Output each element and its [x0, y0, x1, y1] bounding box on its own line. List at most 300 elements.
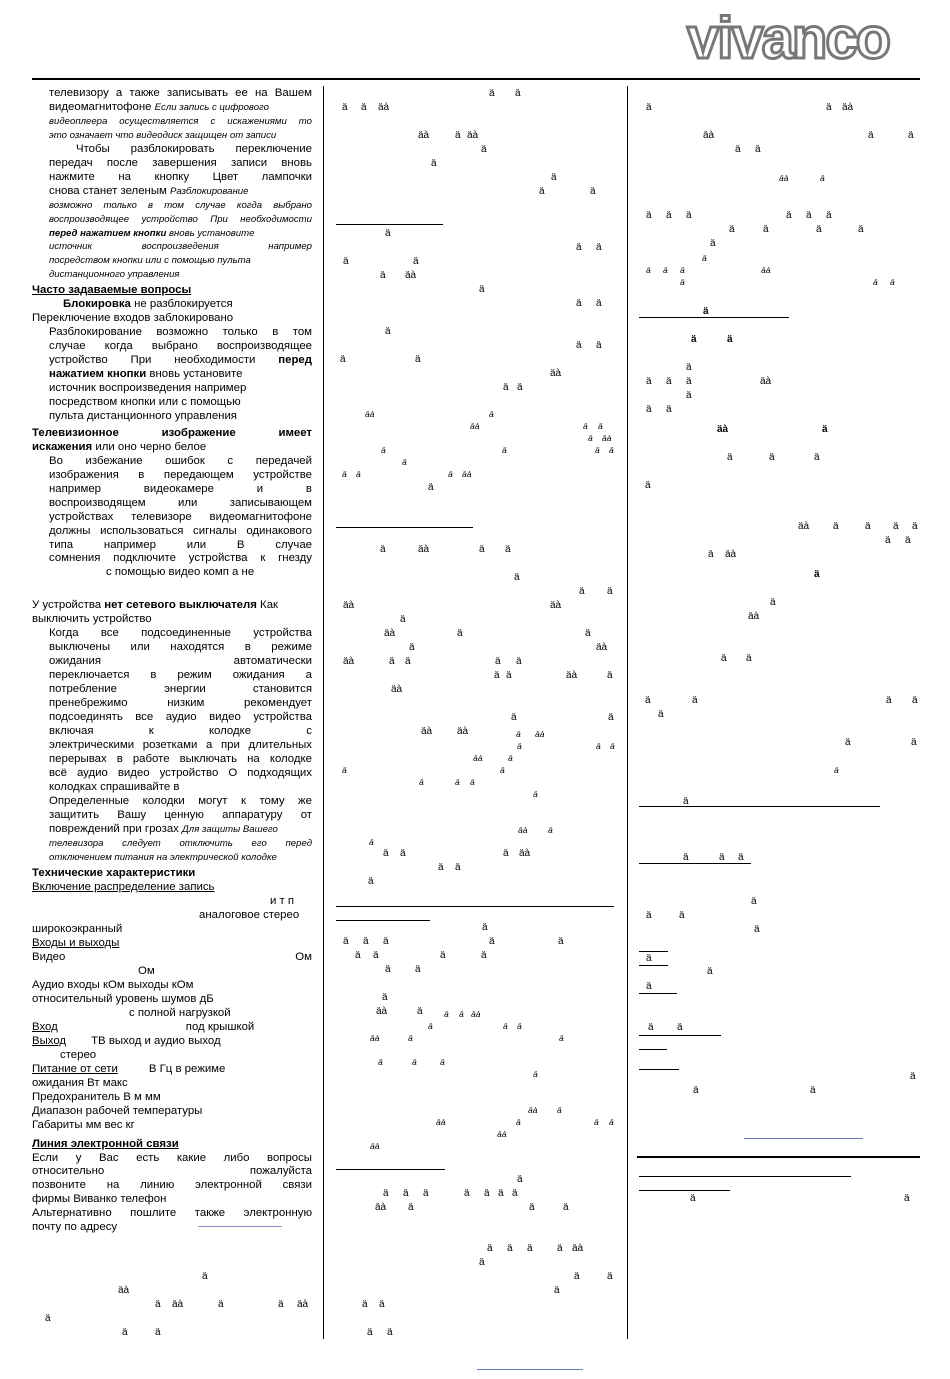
text-line: Чтобы разблокировать переключение [76, 142, 312, 155]
column-divider-2 [627, 86, 628, 1339]
glyph: ä [755, 144, 761, 155]
text-line: выключены или находятся в режиме [49, 641, 312, 654]
glyph: ä [380, 544, 386, 555]
glyph: ä [379, 1299, 385, 1310]
glyph: ä [517, 1021, 522, 1031]
glyph: ä [865, 521, 871, 532]
glyph: ä [559, 1033, 564, 1043]
glyph: ä [646, 981, 652, 992]
glyph: ä [588, 433, 593, 443]
glyph: ä [646, 910, 652, 921]
glyph: ä [763, 224, 769, 235]
text-line: Когда все подсоединенные устройства [49, 627, 312, 640]
glyph: ä [380, 270, 386, 281]
glyph: ä [343, 256, 349, 267]
glyph: ä [648, 1022, 654, 1033]
text-line: Аудио входы кОм выходы кОм [32, 979, 194, 992]
glyph: ä [533, 789, 538, 799]
glyph: ä [551, 172, 557, 183]
text-line: позвоните на линию электронной связи [32, 1179, 312, 1192]
column-1 [32, 87, 312, 1235]
glyph: ä [607, 1271, 613, 1282]
glyph: ä [402, 457, 407, 467]
glyph: ä [455, 862, 461, 873]
glyph: ä [489, 88, 495, 99]
glyph: äà [462, 469, 472, 479]
glyph: äà [550, 368, 562, 379]
glyph: ä [506, 670, 512, 681]
section-rule [639, 863, 751, 864]
glyph: äà [375, 1202, 387, 1213]
text-line: Диапазон рабочей температуры [32, 1104, 203, 1117]
glyph: äà [467, 130, 479, 141]
section-rule [639, 993, 677, 994]
text-line: перерывах в работе выключать на колодке [49, 752, 312, 765]
faq-question-2: Телевизионное изображение имеет [32, 426, 312, 439]
text-line: должны использоваться сигналы одинакового [49, 524, 312, 537]
glyph: ä [385, 326, 391, 337]
italic-line: это означает что видеодиск защищен от записи [49, 129, 277, 141]
text-line: ожидания Вт макс [32, 1076, 128, 1089]
glyph: äà [405, 270, 417, 281]
glyph: ä [356, 469, 361, 479]
italic-line: дистанционного управления [49, 269, 180, 281]
logo-text: vivanco [687, 6, 889, 70]
glyph: ä [498, 1188, 504, 1199]
glyph: ä [431, 158, 437, 169]
faq-question-2-end: искажения или оно черно белое [32, 440, 207, 453]
glyph: ä [646, 210, 652, 221]
italic-note: Если запись с цифрового [154, 101, 270, 113]
glyph: ä [607, 670, 613, 681]
glyph: ä [368, 876, 374, 887]
glyph: ä [576, 340, 582, 351]
glyph: ä [557, 1105, 562, 1115]
section-rule [639, 965, 668, 966]
text-line: почту по адресу [32, 1221, 118, 1234]
text-line: Альтернативно пошлите также электронную [32, 1207, 312, 1220]
glyph: ä [679, 910, 685, 921]
glyph: ä [423, 1188, 429, 1199]
text-line: с помощью видео комп а не [106, 566, 255, 579]
glyph: ä [428, 482, 434, 493]
glyph: äà [343, 656, 355, 667]
text-line: Определенные колодки могут к тому же [49, 794, 312, 807]
glyph: ä [610, 741, 615, 751]
glyph: äà [436, 1117, 446, 1127]
glyph: ä [596, 298, 602, 309]
text-line: повреждений при грозах Для защиты Вашего [49, 822, 278, 835]
glyph: ä [590, 186, 596, 197]
glyph: ä [677, 1022, 683, 1033]
glyph: ä [596, 340, 602, 351]
glyph: ä [646, 404, 652, 415]
glyph: ä [746, 653, 752, 664]
text-line: пульта дистанционного управления [49, 409, 237, 422]
glyph: ä [754, 924, 760, 935]
glyph: ä [202, 1271, 208, 1282]
italic-line: перед нажатием кнопки вновь установите [49, 227, 255, 239]
glyph: ä [557, 1243, 563, 1254]
glyph: ä [666, 376, 672, 387]
text-line: видеомагнитофоне Если запись с цифрового [49, 100, 270, 113]
glyph: ä [455, 130, 461, 141]
glyph: äà [761, 265, 771, 275]
glyph: ä [910, 1071, 916, 1082]
glyph: ä [383, 848, 389, 859]
glyph: äà [528, 1105, 538, 1115]
glyph: ä [608, 712, 614, 723]
glyph: ä [515, 88, 521, 99]
glyph: äà [725, 549, 737, 560]
glyph: ä [845, 737, 851, 748]
glyph: äà [118, 1285, 130, 1296]
section-rule-thick [637, 1156, 920, 1158]
text-line: нажатием кнопки вновь установите [49, 368, 243, 381]
glyph: äà [717, 424, 729, 435]
footer-link-underline[interactable] [477, 1369, 583, 1370]
text-line: посредством кнопки или с помощью [49, 395, 241, 408]
glyph: ä [400, 614, 406, 625]
glyph: äà [602, 433, 612, 443]
glyph: ä [494, 670, 500, 681]
glyph: ä [383, 1188, 389, 1199]
glyph: ä [448, 469, 453, 479]
tech-title: Технические характеристики [32, 867, 196, 880]
glyph: ä [912, 695, 918, 706]
glyph: ä [826, 210, 832, 221]
glyph: ä [517, 1174, 523, 1185]
glyph: ä [514, 572, 520, 583]
section-rule [639, 317, 789, 318]
text-line: устройство При необходимости перед [49, 354, 312, 367]
glyph: ä [646, 265, 651, 275]
italic-line: возможно только в том случае когда выбрано [49, 199, 312, 211]
glyph: ä [692, 695, 698, 706]
glyph: äà [297, 1299, 309, 1310]
text-line: фирмы Виванко телефон [32, 1193, 167, 1206]
glyph: äà [550, 600, 562, 611]
glyph: ä [609, 1117, 614, 1127]
glyph: ä [576, 298, 582, 309]
glyph: ä [558, 936, 564, 947]
glyph: ä [666, 210, 672, 221]
text-line: передач после завершения записи вновь [49, 156, 312, 169]
glyph: ä [342, 765, 347, 775]
text-line: переключается в режим ожидания а [49, 669, 312, 682]
text-line: источник воспроизведения например [49, 382, 247, 395]
glyph: ä [645, 480, 651, 491]
glyph: ä [373, 950, 379, 961]
text-line: включая к колодке с [49, 724, 312, 737]
glyph: äà [572, 1243, 584, 1254]
glyph: äà [473, 753, 483, 763]
glyph: ä [413, 256, 419, 267]
glyph: ä [908, 130, 914, 141]
glyph: äà [519, 848, 531, 859]
glyph: ä [342, 102, 348, 113]
glyph: ä [459, 1009, 464, 1019]
glyph: ä [786, 210, 792, 221]
glyph: ä [517, 741, 522, 751]
text-line: ожидания автоматически [49, 655, 312, 668]
glyph: ä [383, 936, 389, 947]
glyph: ä [387, 1327, 393, 1338]
text-line: относительно пожалуйста [32, 1165, 312, 1178]
italic-line: воспроизводящее устройство При необходимости [49, 213, 312, 225]
glyph: ä [508, 753, 513, 763]
glyph: ä [381, 445, 386, 455]
text-line: потребление энергии становится [49, 683, 312, 696]
glyph: ä [703, 306, 709, 317]
glyph: ä [890, 277, 895, 287]
glyph: ä [727, 334, 733, 345]
glyph: ä [495, 656, 501, 667]
glyph: ä [464, 1188, 470, 1199]
glyph: äà [760, 376, 772, 387]
glyph: ä [686, 362, 692, 373]
text-line: электрическими розетками а при длительных [49, 738, 312, 751]
glyph: ä [417, 1006, 423, 1017]
glyph: ä [686, 210, 692, 221]
glyph: äà [596, 642, 608, 653]
glyph: ä [481, 144, 487, 155]
glyph: ä [516, 729, 521, 739]
text-line: с полной нагрузкой [129, 1007, 231, 1019]
glyph: ä [155, 1327, 161, 1338]
glyph: ä [45, 1313, 51, 1324]
glyph: ä [539, 186, 545, 197]
glyph: ä [385, 228, 391, 239]
text-line: стерео [60, 1048, 97, 1061]
section-rule [639, 1176, 851, 1177]
text-line: устройствах телевизоре видеомагнитофоне [49, 510, 312, 523]
glyph: äà [471, 1009, 481, 1019]
glyph: äà [842, 102, 854, 113]
glyph: ä [911, 737, 917, 748]
glyph: ä [507, 1243, 513, 1254]
link-underline[interactable] [744, 1138, 863, 1139]
glyph: ä [822, 424, 828, 435]
glyph: ä [409, 642, 415, 653]
hotline-title: Линия электронной связи [32, 1137, 179, 1150]
glyph: ä [516, 1117, 521, 1127]
text-line: сомнения подключите устройства к гнезду [49, 552, 312, 565]
glyph: ä [912, 521, 918, 532]
glyph: ä [868, 130, 874, 141]
section-rule [336, 1169, 445, 1170]
glyph: ä [554, 1285, 560, 1296]
glyph: ä [683, 796, 689, 807]
glyph: äà [566, 670, 578, 681]
glyph: äà [391, 684, 403, 695]
glyph: ä [457, 628, 463, 639]
section-rule [336, 906, 614, 907]
text-line: выключить устройство [32, 613, 152, 626]
glyph: ä [708, 549, 714, 560]
glyph: ä [489, 409, 494, 419]
glyph: ä [833, 521, 839, 532]
glyph: ä [834, 765, 839, 775]
video-line: Видео Ом [32, 951, 312, 964]
glyph: ä [517, 382, 523, 393]
section-rule [639, 1035, 721, 1036]
glyph: ä [816, 224, 822, 235]
glyph: ä [382, 992, 388, 1003]
glyph: ä [596, 741, 601, 751]
faq-question-3: У устройства нет сетевого выключателя Как [32, 599, 279, 612]
text-line: случае когда выбрано воспроизводящее [49, 340, 312, 353]
glyph: ä [607, 586, 613, 597]
glyph: ä [400, 848, 406, 859]
glyph: ä [481, 950, 487, 961]
glyph: ä [408, 1033, 413, 1043]
italic-line: телевизора следует отключить его перед [49, 837, 312, 849]
glyph: ä [814, 452, 820, 463]
glyph: ä [511, 712, 517, 723]
glyph: ä [355, 950, 361, 961]
glyph: ä [594, 1117, 599, 1127]
glyph: ä [563, 1202, 569, 1213]
glyph: äà [172, 1299, 184, 1310]
glyph: äà [779, 173, 789, 183]
text-line: например видеокамере и в [49, 482, 312, 495]
glyph: ä [218, 1299, 224, 1310]
section-rule [639, 806, 880, 807]
text-line: Предохранитель В м мм [32, 1090, 161, 1103]
text-line: защитить Вашу ценную аппаратуру от [49, 808, 312, 821]
glyph: äà [365, 409, 375, 419]
glyph: ä [893, 521, 899, 532]
glyph: ä [479, 544, 485, 555]
glyph: ä [470, 777, 475, 787]
glyph: äà [748, 611, 760, 622]
glyph: ä [412, 1057, 417, 1067]
glyph: ä [885, 535, 891, 546]
text-line: типа например или В случае [49, 538, 312, 551]
glyph: ä [663, 265, 668, 275]
text-line: Во избежание ошибок с передачей [49, 454, 312, 467]
glyph: äà [470, 421, 480, 431]
glyph: ä [719, 852, 725, 863]
glyph: ä [873, 277, 878, 287]
glyph: äà [518, 825, 528, 835]
glyph: äà [421, 726, 433, 737]
section-rule [336, 224, 443, 225]
glyph: ä [646, 102, 652, 113]
text-line: всё аудио видео устройство О подходящих [49, 766, 312, 779]
glyph: ä [609, 445, 614, 455]
text-line: пренебрежимо низким рекомендует [49, 697, 312, 710]
glyph: ä [122, 1327, 128, 1338]
vivanco-logo [672, 6, 904, 70]
glyph: ä [362, 1299, 368, 1310]
glyph: ä [826, 102, 832, 113]
text-line: воспроизводящем или записывающем [49, 496, 312, 509]
glyph: ä [533, 1069, 538, 1079]
glyph: ä [438, 862, 444, 873]
text-line: Питание от сети В Гц в режиме [32, 1062, 226, 1075]
text-line: Габариты мм вес кг [32, 1118, 135, 1131]
glyph: ä [693, 1085, 699, 1096]
glyph: äà [703, 130, 715, 141]
glyph: äà [497, 1129, 507, 1139]
glyph: ä [155, 1299, 161, 1310]
glyph: ä [595, 445, 600, 455]
section-rule [336, 527, 473, 528]
glyph: ä [487, 1243, 493, 1254]
glyph: ä [576, 242, 582, 253]
email-link-underline[interactable] [198, 1226, 282, 1227]
glyph: ä [419, 777, 424, 787]
glyph: ä [691, 334, 697, 345]
glyph: ä [500, 765, 505, 775]
glyph: ä [361, 102, 367, 113]
glyph: ä [502, 445, 507, 455]
glyph: ä [814, 569, 820, 580]
text-line: Выход ТВ выход и аудио выход [32, 1034, 221, 1047]
glyph: ä [702, 253, 707, 263]
glyph: ä [680, 265, 685, 275]
glyph: ä [574, 1271, 580, 1282]
text-line: телевизору а также записывать ее на Вашем [49, 87, 312, 99]
glyph: ä [503, 1021, 508, 1031]
glyph: ä [666, 404, 672, 415]
glyph: ä [503, 848, 509, 859]
glyph: ä [886, 695, 892, 706]
glyph: ä [858, 224, 864, 235]
glyph: ä [482, 922, 488, 933]
glyph: ä [527, 1243, 533, 1254]
glyph: ä [769, 452, 775, 463]
section-rule [639, 1190, 730, 1191]
faq-title: Часто задаваемые вопросы [32, 284, 192, 297]
glyph: ä [905, 535, 911, 546]
glyph: ä [415, 964, 421, 975]
glyph: ä [810, 1085, 816, 1096]
glyph: ä [278, 1299, 284, 1310]
faq-question-1: Блокировка не разблокируется [63, 298, 233, 311]
column-divider-1 [323, 86, 324, 1339]
glyph: ä [529, 1202, 535, 1213]
glyph: ä [751, 896, 757, 907]
glyph: ä [806, 210, 812, 221]
glyph: äà [343, 600, 355, 611]
glyph: ä [548, 825, 553, 835]
glyph: ä [479, 284, 485, 295]
glyph: ä [645, 695, 651, 706]
glyph: ä [680, 277, 685, 287]
text-line: изображения в передающем устройстве [49, 468, 312, 481]
text-line: относительный уровень шумов дБ [32, 993, 214, 1006]
glyph: ä [428, 1021, 433, 1031]
glyph: ä [385, 964, 391, 975]
glyph: äà [378, 102, 390, 113]
glyph: ä [598, 421, 603, 431]
italic-line: видеоплеера осуществляется с искажениями то [49, 115, 312, 127]
header-rule [32, 78, 920, 80]
glyph: ä [686, 390, 692, 401]
glyph: äà [384, 628, 396, 639]
glyph: ä [646, 953, 652, 964]
text-line: Включение распределение запись [32, 881, 215, 894]
glyph: ä [683, 852, 689, 863]
glyph: ä [405, 656, 411, 667]
glyph: ä [585, 628, 591, 639]
glyph: ä [658, 709, 664, 720]
glyph: ä [579, 586, 585, 597]
italic-line: источник воспроизведения например [49, 241, 312, 253]
